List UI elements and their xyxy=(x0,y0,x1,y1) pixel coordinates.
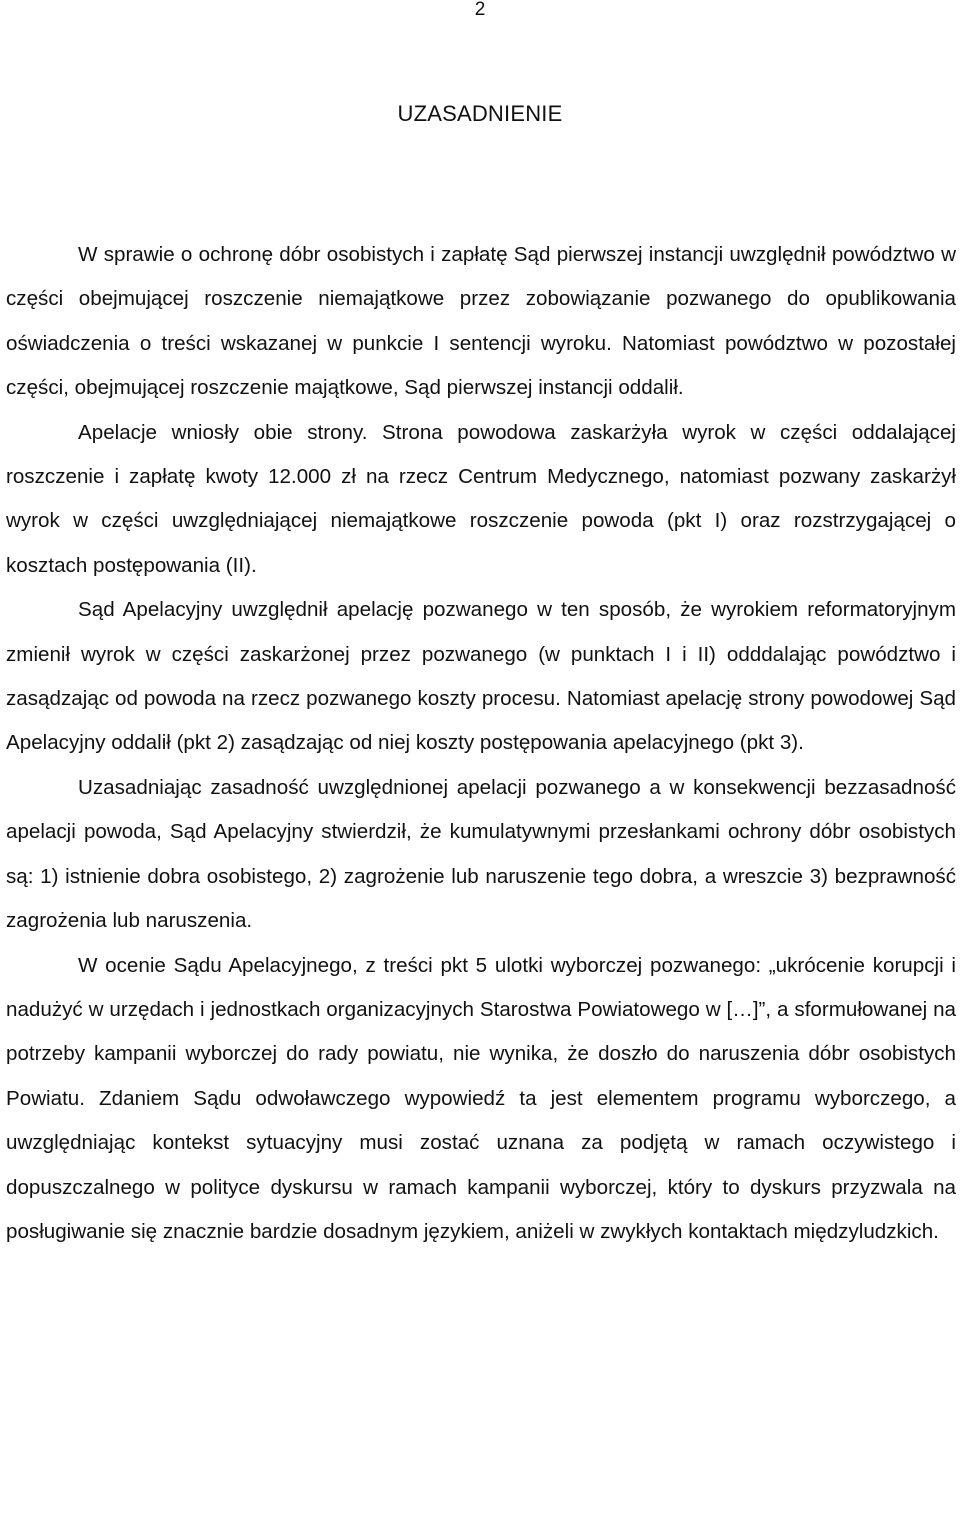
page-number: 2 xyxy=(474,0,486,20)
paragraph-2: Apelacje wniosły obie strony. Strona powodowa zaskarżyła wyrok w części oddalającej roszczenie i zapłatę kwoty 12.000 zł na rzecz Centrum Medycznego, natomiast pozwany zaskarżył wyrok w części uwzględniającej niemajątkowe roszczenie powoda (pkt I) oraz rozstrzygającej o kosztach postępowania (II). xyxy=(6,420,956,577)
paragraph-3: Sąd Apelacyjny uwzględnił apelację pozwanego w ten sposób, że wyrokiem reformatoryjnym zmienił wyrok w części zaskarżonej przez pozwanego (w punktach I i II) odddalając powództwo i zasądzając od powoda na rzecz pozwanego koszty procesu. Natomiast apelację strony powodowej Sąd Apelacyjny oddalił (pkt 2) zasądzając od niej koszty postępowania apelacyjnego (pkt 3). xyxy=(6,598,956,755)
paragraph-1: W sprawie o ochronę dóbr osobistych i zapłatę Sąd pierwszej instancji uwzględnił powództwo w części obejmującej roszczenie niemajątkowe przez zobowiązanie pozwanego do opublikowania oświadczenia o treści wskazanej w punkcie I sentencji wyroku. Natomiast powództwo w pozostałej części, obejmującej roszczenie majątkowe, Sąd pierwszej instancji oddalił. xyxy=(6,243,956,400)
paragraph-4: Uzasadniając zasadność uwzględnionej apelacji pozwanego a w konsekwencji bezzasadność apelacji powoda, Sąd Apelacyjny stwierdził, że kumulatywnymi przesłankami ochrony dóbr osobistych są: 1) istnienie dobra osobistego, 2) zagrożenie lub naruszenie tego dobra, a wreszcie 3) bezprawność zagrożenia lub naruszenia. xyxy=(6,775,956,933)
document-body xyxy=(6,233,956,1254)
paragraph-5: W ocenie Sądu Apelacyjnego, z treści pkt 5 ulotki wyborczej pozwanego: „ukrócenie korupcji i nadużyć w urzędach i jednostkach organizacyjnych Starostwa Powiatowego w […]”, a sformułowanej na potrzeby kampanii wyborczej do rady powiatu, nie wynika, że doszło do naruszenia dóbr osobistych Powiatu. Zdaniem Sądu odwoławczego wypowiedź ta jest elementem programu wyborczego, a uwzględniając kontekst sytuacyjny musi zostać uznana za podjętą w ramach oczywistego i dopuszczalnego w polityce dyskursu w ramach kampanii wyborczej, który to dyskurs przyzwala na posługiwanie się znacznie bardzie dosadnym językiem, aniżeli w zwykłych kontaktach międzyludzkich. xyxy=(6,953,956,1243)
document-title: UZASADNIENIE xyxy=(397,101,563,126)
